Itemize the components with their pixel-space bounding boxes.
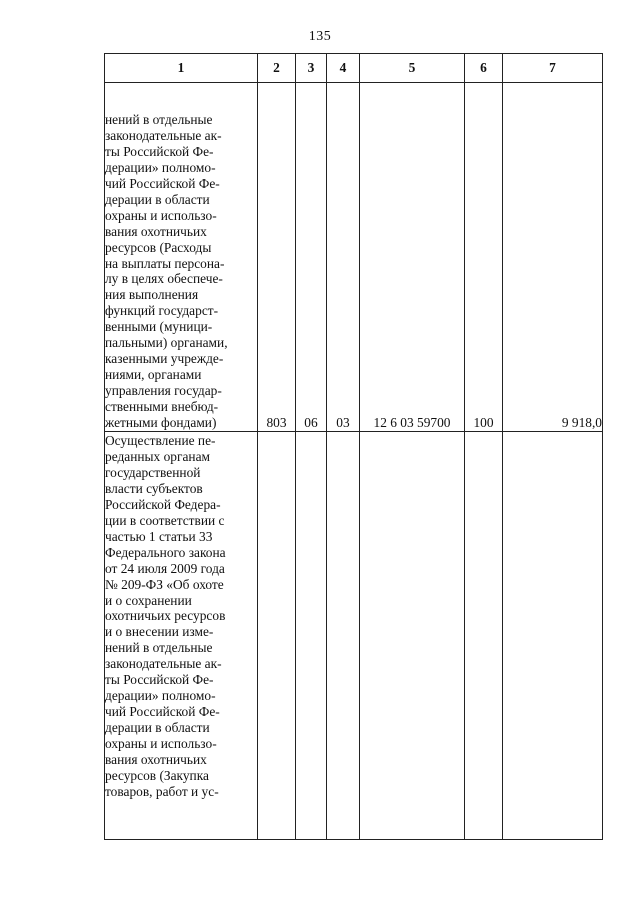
column-header-2: 2: [258, 54, 296, 83]
description-line: дерации в области: [105, 720, 210, 736]
description-line: охраны и использо-: [105, 207, 217, 223]
description-line: нений в отдельные: [105, 111, 213, 127]
cell-amount: [503, 432, 603, 840]
column-header-6: 6: [465, 54, 503, 83]
cell-expense-type: 100: [465, 83, 503, 432]
description-line: на выплаты персона-: [105, 255, 225, 271]
description-line: ресурсов (Расходы: [105, 239, 212, 255]
description-line: пальными) органами,: [105, 335, 228, 351]
description-line: охраны и использо-: [105, 736, 217, 752]
description-line: частью 1 статьи 33: [105, 528, 213, 544]
description-line: и о сохранении: [105, 592, 192, 608]
description-line: ственными внебюд-: [105, 399, 219, 415]
description-line: законодательные ак-: [105, 127, 222, 143]
cell-section-code: 06: [296, 83, 327, 432]
description-line: дерации в области: [105, 191, 210, 207]
column-header-5: 5: [360, 54, 465, 83]
row-description: [105, 83, 258, 432]
cell-subsection-code: [327, 432, 360, 840]
description-line: дерации» полномо-: [105, 159, 216, 175]
description-line: венными (муници-: [105, 319, 213, 335]
page-number: 135: [308, 29, 332, 44]
description-line: № 209-ФЗ «Об охоте: [105, 576, 224, 592]
column-header-1: 1: [105, 54, 258, 83]
table-row: [105, 432, 603, 840]
description-line: Федерального закона: [105, 544, 226, 560]
cell-expense-type: [465, 432, 503, 840]
description-line: Осуществление пе-: [105, 433, 216, 448]
description-line: вания охотничьих: [105, 223, 207, 239]
description-line: жетными фондами): [105, 415, 217, 431]
row-description: [105, 432, 258, 840]
description-line: дерации» полномо-: [105, 688, 216, 704]
cell-target-article: 12 6 03 59700: [360, 83, 465, 432]
description-line: ниями, органами: [105, 367, 202, 383]
description-line: законодательные ак-: [105, 656, 222, 672]
description-line: ния выполнения: [105, 287, 199, 303]
description-line: чий Российской Фе-: [105, 175, 220, 191]
cell-ministry-code: 803: [258, 83, 296, 432]
budget-table: [104, 53, 603, 840]
cell-target-article: [360, 432, 465, 840]
description-line: реданных органам: [105, 448, 210, 464]
description-line: ты Российской Фе-: [105, 143, 214, 159]
description-line: Российской Федера-: [105, 496, 221, 512]
description-line: товаров, работ и ус-: [105, 783, 219, 799]
description-line: управления государ-: [105, 383, 222, 399]
cell-ministry-code: [258, 432, 296, 840]
description-line: казенными учрежде-: [105, 351, 224, 367]
header-row: [105, 54, 603, 83]
description-line: и о внесении изме-: [105, 624, 214, 640]
description-line: ресурсов (Закупка: [105, 768, 209, 784]
description-line: функций государст-: [105, 303, 219, 319]
description-line: ты Российской Фе-: [105, 672, 214, 688]
description-line: государственной: [105, 464, 201, 480]
description-line: нений в отдельные: [105, 640, 213, 656]
column-header-3: 3: [296, 54, 327, 83]
cell-amount: 9 918,0: [503, 83, 603, 432]
description-line: лу в целях обеспече-: [105, 271, 223, 287]
description-line: охотничьих ресурсов: [105, 608, 226, 624]
description-line: чий Российской Фе-: [105, 704, 220, 720]
column-header-4: 4: [327, 54, 360, 83]
cell-subsection-code: 03: [327, 83, 360, 432]
description-line: власти субъектов: [105, 480, 203, 496]
description-line: вания охотничьих: [105, 752, 207, 768]
table-row: [105, 83, 603, 432]
column-header-7: 7: [503, 54, 603, 83]
cell-section-code: [296, 432, 327, 840]
description-line: ции в соответствии с: [105, 512, 225, 528]
description-line: от 24 июля 2009 года: [105, 560, 225, 576]
